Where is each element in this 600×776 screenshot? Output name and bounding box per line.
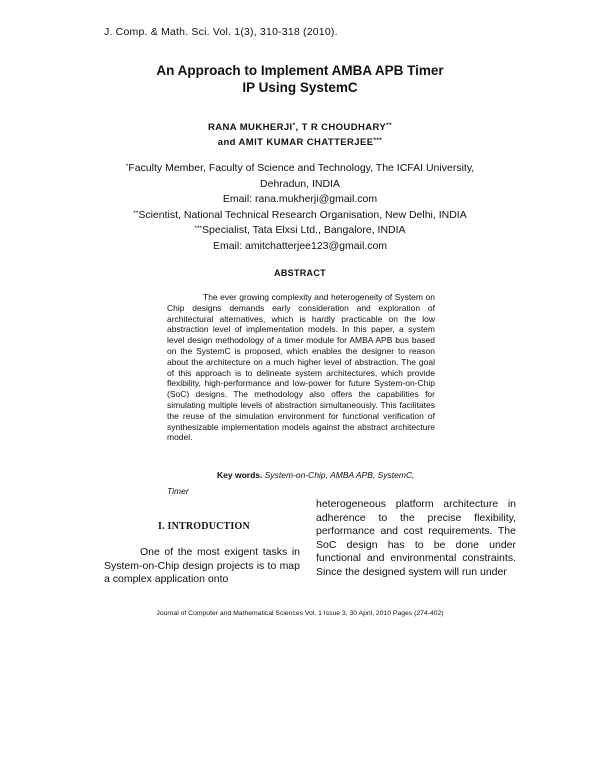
author-mark-1: *: [292, 122, 296, 129]
authors-line-2: [0, 135, 600, 150]
affiliation-3-text: Specialist, Tata Elxsi Ltd., Bangalore, INDIA: [202, 224, 406, 236]
author-name-2: , T R CHOUDHARY: [295, 122, 387, 133]
affiliation-1-city: Dehradun, INDIA: [260, 177, 340, 190]
author-name-3: and AMIT KUMAR CHATTERJEE: [217, 137, 374, 148]
abstract-heading: ABSTRACT: [274, 268, 326, 278]
author-list: [0, 120, 600, 150]
affiliation-1: [90, 161, 510, 177]
affiliation-2-mark: **: [133, 209, 139, 217]
author-mark-3: ***: [373, 137, 383, 144]
affiliation-3-email: Email: amitchatterjee123@gmail.com: [212, 239, 388, 252]
affiliation-3: [90, 223, 510, 239]
authors-line-1: [0, 120, 600, 135]
title-line-1: An Approach to Implement AMBA APB Timer: [156, 63, 444, 78]
title-line-2: IP Using SystemC: [242, 80, 358, 95]
paper-title: [0, 62, 600, 96]
affiliation-1-email: Email: rana.mukherji@gmail.com: [222, 193, 378, 205]
introduction-right-column: heterogeneous platform architecture in adherence to the precise flexibility, performance and cost requirements. The SoC design has to be done under functional and environmental constraints. Since the designed system will run under: [316, 498, 516, 578]
section-heading-introduction: I. INTRODUCTION: [158, 521, 250, 532]
affiliation-1-text: Faculty Member, Faculty of Science and Technology, The ICFAI University,: [128, 162, 475, 174]
author-mark-2: **: [386, 122, 392, 129]
page-footer: Journal of Computer and Mathematical Sciences Vol. 1 Issue 3, 30 April, 2010 Pages (274-402): [156, 610, 444, 617]
keywords: [167, 467, 435, 499]
keywords-value: System-on-Chip, AMBA APB, SystemC, Timer: [167, 470, 415, 496]
affiliation-1-mark: *: [125, 163, 129, 170]
affiliations: [90, 161, 510, 254]
abstract-body: The ever growing complexity and heterogeneity of System on Chip designs demands early consideration and exploration of architectural alternatives, which is hardly practicable on the low abstraction level of implementation models. In this paper, a system level design methodology of a timer module for AMBA APB bus based on the SystemC is proposed, which enables the designer to reason about the architecture on a much higher level of abstraction. The goal of this approach is to delineate system architectures, which provide flexibility, high-performance and low-power for future System-on-Chip (SoC) designs. The methodology also offers the capabilities for simulating multiple levels of abstraction simultaneously. This facilitates the reuse of the simulation environment for functional verification of synthesizable implementation models against the abstract architecture model.: [167, 292, 435, 443]
affiliation-2-text: Scientist, National Technical Research Organisation, New Delhi, INDIA: [138, 208, 467, 221]
journal-header: J. Comp. & Math. Sci. Vol. 1(3), 310-318 (2010).: [104, 26, 338, 38]
author-name-1: RANA MUKHERJI: [208, 122, 293, 133]
keywords-label: Key words.: [217, 470, 263, 480]
introduction-left-column: One of the most exigent tasks in System-on-Chip design projects is to map a complex application onto: [104, 546, 300, 585]
affiliation-3-mark: ***: [194, 225, 203, 232]
affiliation-2: [90, 208, 510, 224]
